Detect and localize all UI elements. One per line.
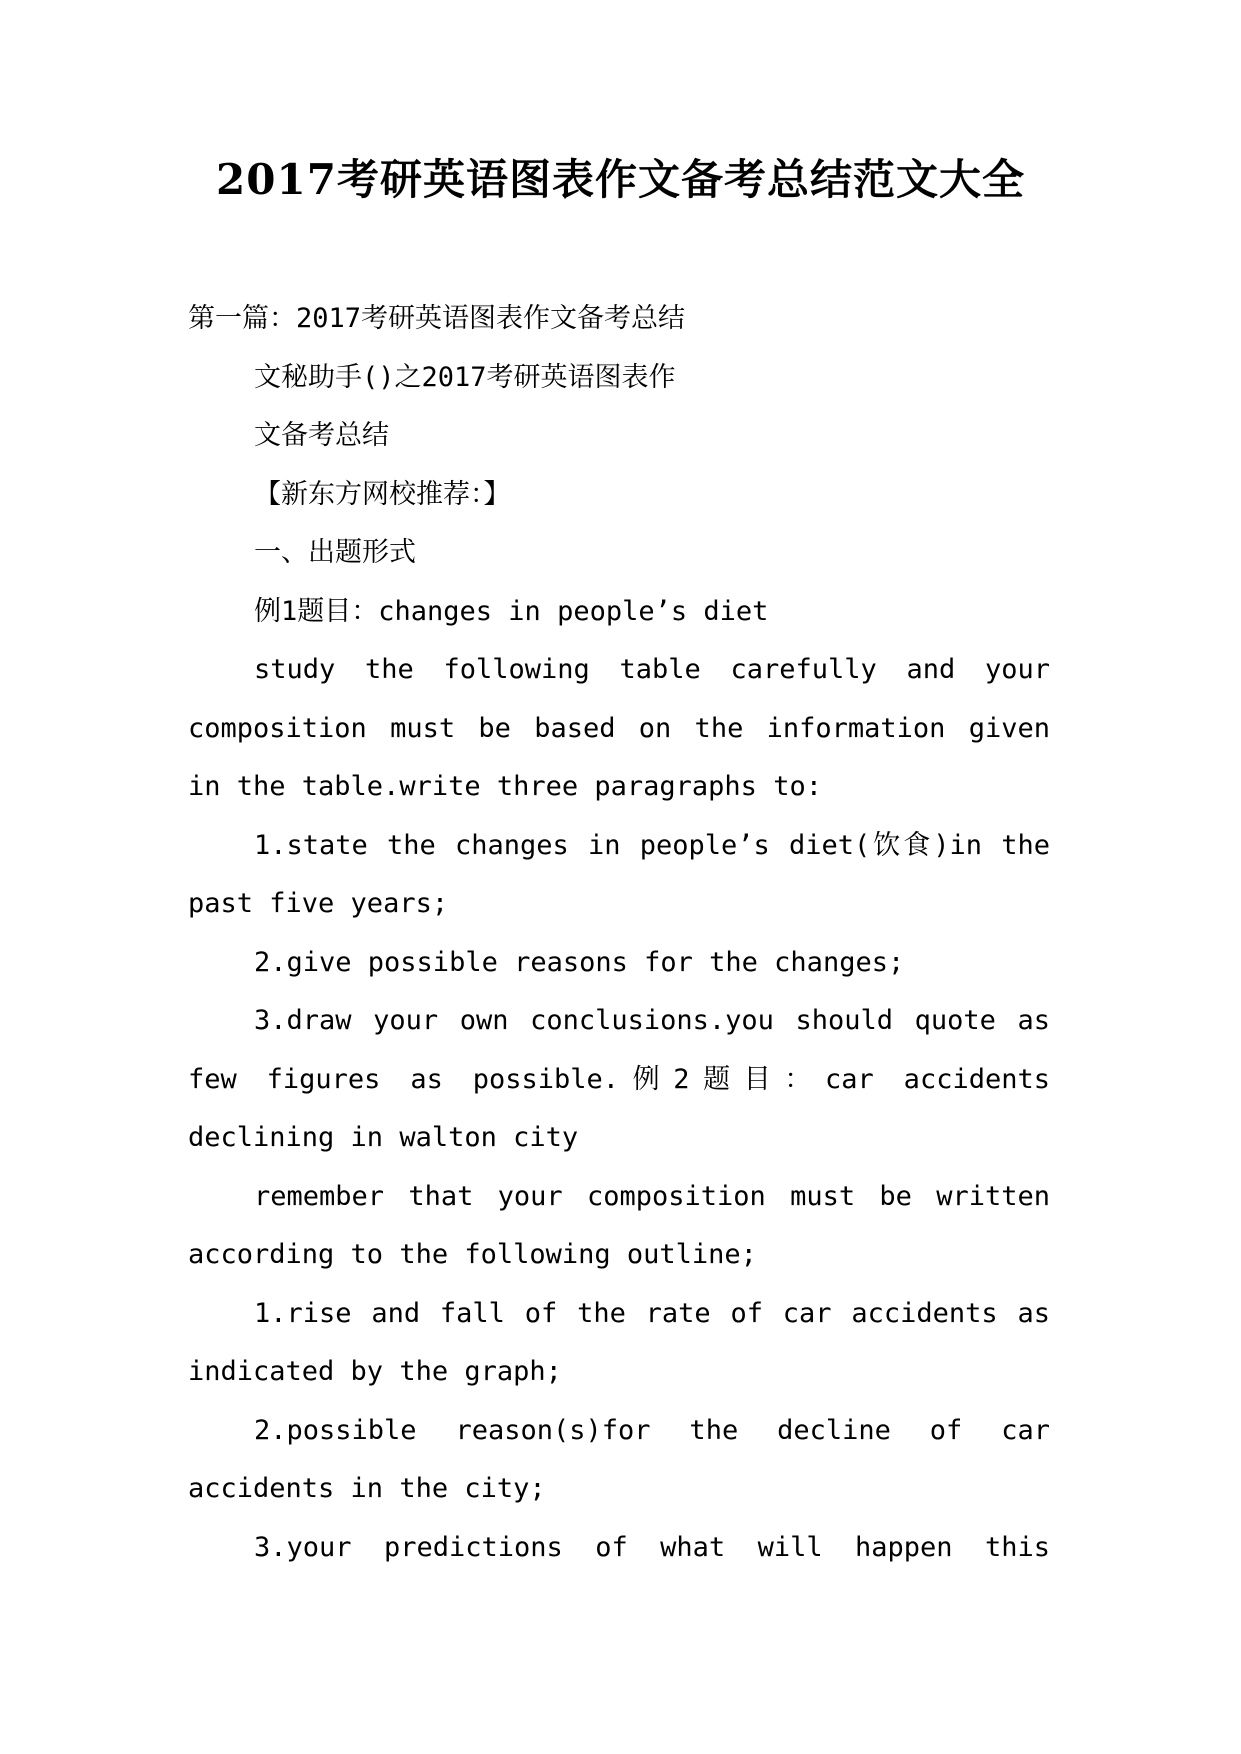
text-line: 例1题目：changes in people’s diet (254, 595, 769, 627)
text-line: 3.your predictions of what will happen this (254, 1531, 1050, 1563)
text-line: 1.state the changes in people’s diet(饮食)in the (254, 829, 1050, 861)
text-line: 文秘助手()之2017考研英语图表作 (254, 361, 676, 393)
text-line: in the table.write three paragraphs to: (188, 771, 822, 802)
document-body (188, 290, 1050, 1577)
document-title: 2017考研英语图表作文备考总结范文大全 (216, 155, 1025, 204)
text-line: few figures as possible.例2题目：car accidents (188, 1063, 1050, 1095)
text-line: composition must be based on the information given (188, 712, 1050, 744)
section-heading: 第一篇：2017考研英语图表作文备考总结 (188, 303, 686, 334)
text-line: remember that your composition must be written (254, 1180, 1050, 1212)
text-line: study the following table carefully and your (254, 654, 1050, 685)
text-line: 2.give possible reasons for the changes; (254, 946, 905, 978)
text-line: 【新东方网校推荐：】 (254, 478, 511, 510)
text-line: 一、出题形式 (254, 537, 416, 568)
text-line: 2.possible reason(s)for the decline of car (254, 1414, 1050, 1446)
text-line: 文备考总结 (254, 420, 389, 451)
text-line: indicated by the graph; (188, 1356, 562, 1387)
text-line: 3.draw your own conclusions.you should quote as (254, 1005, 1050, 1036)
text-line: past five years; (188, 888, 449, 919)
text-line: according to the following outline; (188, 1239, 757, 1270)
text-line: accidents in the city; (188, 1473, 546, 1504)
text-line: 1.rise and fall of the rate of car accidents as (254, 1297, 1050, 1329)
text-line: declining in walton city (188, 1122, 579, 1153)
